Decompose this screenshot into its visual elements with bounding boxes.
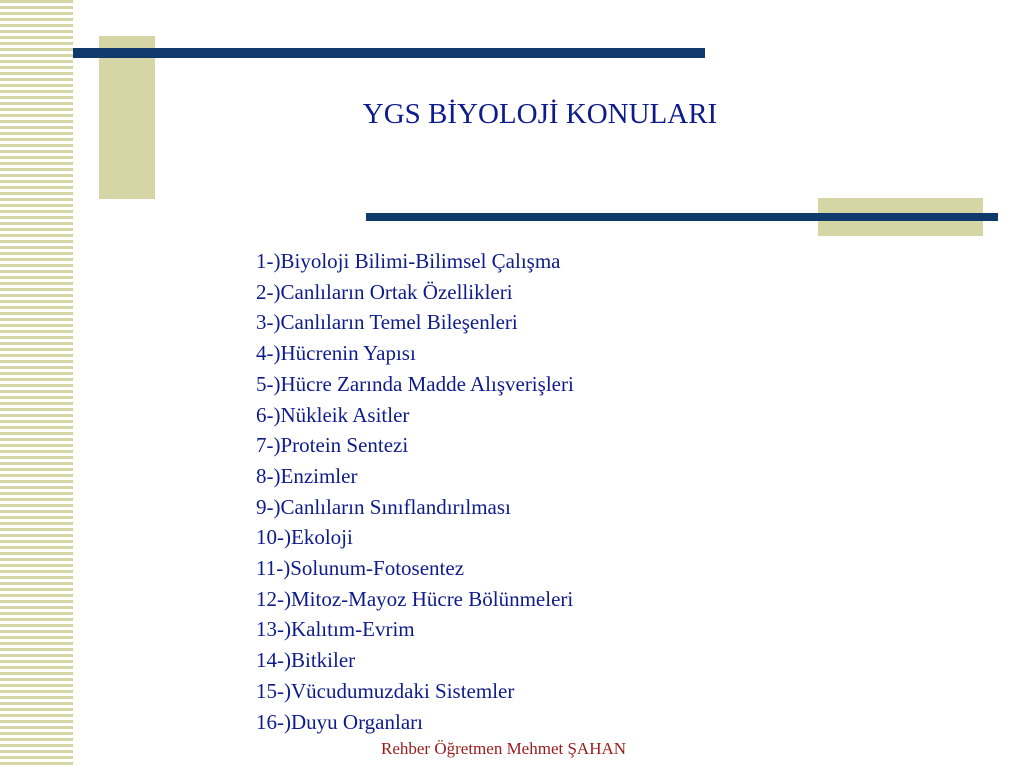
list-item: 7-)Protein Sentezi [256,433,409,458]
list-item: 10-)Ekoloji [256,525,353,550]
decorative-top-line [73,48,705,58]
footer-author: Rehber Öğretmen Mehmet ŞAHAN [381,739,627,758]
list-item: 1-)Biyoloji Bilimi-Bilimsel Çalışma [256,249,561,273]
list-item: 13-)Kalıtım-Evrim [256,617,415,642]
list-item: 9-)Canlıların Sınıflandırılması [256,494,511,519]
topic-list [256,246,574,737]
decorative-top-block [99,36,155,199]
decorative-middle-line [366,213,998,221]
list-item: 14-)Bitkiler [256,648,356,673]
list-item: 3-)Canlıların Temel Bileşenleri [256,310,518,335]
list-item: 8-)Enzimler [256,463,358,488]
decorative-stripe-bar [0,0,73,768]
list-item: 12-)Mitoz-Mayoz Hücre Bölünmeleri [256,586,574,611]
list-item: 2-)Canlıların Ortak Özellikleri [256,279,513,304]
list-item: 4-)Hücrenin Yapısı [256,341,416,366]
slide-title: YGS BİYOLOJİ KONULARI [362,98,718,130]
list-item: 15-)Vücudumuzdaki Sistemler [256,678,515,703]
list-item: 6-)Nükleik Asitler [256,402,410,427]
list-item: 11-)Solunum-Fotosentez [256,556,465,581]
list-item: 5-)Hücre Zarında Madde Alışverişleri [256,371,574,396]
list-item: 16-)Duyu Organları [256,709,423,734]
